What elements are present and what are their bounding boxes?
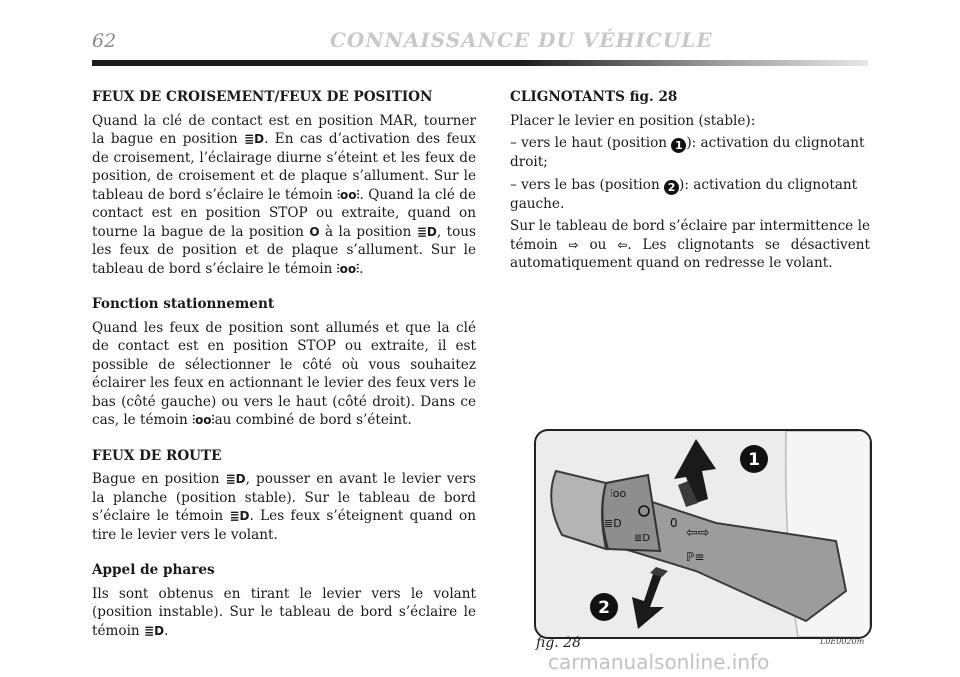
- heading-main-beam: FEUX DE ROUTE: [92, 447, 222, 464]
- text: ou: [578, 236, 618, 253]
- heading-parking: Fonction stationnement: [92, 296, 275, 312]
- paragraph-main-beam: [92, 470, 476, 544]
- text: ): activation du clignotant gauche.: [510, 176, 858, 212]
- text: ): activation du clignotant droit;: [510, 135, 865, 170]
- left-arrow-icon: ⇦: [617, 237, 628, 252]
- paragraph-flash: [92, 585, 476, 641]
- dipped-beam-icon: ≣D: [416, 224, 437, 239]
- line-down: [510, 176, 870, 214]
- text: – vers le bas (position: [510, 176, 665, 193]
- page-number: 62: [92, 30, 117, 52]
- ring-mark-label: 0: [670, 516, 678, 530]
- paragraph-parking: [92, 319, 476, 430]
- text: Quand les feux de position sont allumés et que la clé de contact est en position STOP ou extraite, il est possible de sélectionner le côté où vous souhaitez éclairer les feux en actionnant le levier des feux vers le bas (côté gauche) ou vers le haut (côté droit). Dans ce cas, le témoin: [92, 319, 476, 428]
- figure-caption: fig. 28: [536, 635, 582, 651]
- text: Ils sont obtenus en tirant le levier vers le volant (position instable). Sur le tableau de bord s’éclaire le témoin: [92, 585, 476, 639]
- callout-1-label: 1: [748, 450, 760, 470]
- text: Bague en position: [92, 471, 226, 487]
- text: . Les feux s’éteignent quand on tire le levier vers le volant.: [92, 508, 476, 543]
- main-beam-icon: ≣D: [229, 509, 250, 523]
- flash-symbol-icon: ℙ≡: [686, 550, 705, 564]
- heading-dipped-beam: FEUX DE CROISEMENT/FEUX DE POSITION: [92, 89, 433, 105]
- header-rule: [92, 60, 868, 66]
- left-column: [92, 88, 476, 640]
- paragraph-indicator-warning: [510, 217, 870, 273]
- dipped-beam-icon: ≣D: [244, 132, 265, 146]
- text: . Quand la clé de contact est en position STOP ou extraite, quand on tourne la bague de la position: [92, 186, 476, 240]
- sidelight-symbol-icon: ⫶oo: [610, 487, 627, 500]
- text: , tous les feux de position et de plaque s’allument. Sur le tableau de bord s’éclaire le témoin: [92, 223, 476, 277]
- heading-flash: Appel de phares: [92, 562, 215, 578]
- text: à la position: [319, 223, 417, 240]
- watermark: carmanualsonline.info: [548, 650, 770, 674]
- right-column: [510, 88, 870, 273]
- text: – vers le haut (position: [510, 135, 672, 151]
- text: . Les clignotants se désactivent automatiquement quand on redresse le volant.: [510, 236, 870, 271]
- figure-lever-illustration: [534, 429, 872, 639]
- main-beam-icon: ≣D: [144, 623, 165, 638]
- beam-symbol-icon: ≣D: [634, 533, 651, 544]
- lever-tip: [551, 471, 606, 549]
- text: .: [359, 260, 364, 277]
- callout-2-label: 2: [598, 598, 610, 618]
- callout-badge-2: 2: [664, 180, 679, 195]
- figure-code: L0E0020m: [820, 637, 865, 646]
- sidelight-icon: ⫶oo⫶: [337, 187, 360, 202]
- dipped-symbol-icon: ≣D: [604, 517, 622, 530]
- heading-indicators: CLIGNOTANTS fig. 28: [510, 89, 678, 105]
- text: Sur le tableau de bord s’éclaire par intermittence le témoin: [510, 218, 870, 253]
- section-title: CONNAISSANCE DU VÉHICULE: [330, 28, 713, 52]
- callout-badge-1: 1: [671, 138, 686, 153]
- paragraph-dipped-beam: [92, 112, 476, 279]
- line-lever-position: Placer le levier en position (stable):: [510, 112, 756, 129]
- off-position-icon: O: [309, 224, 320, 239]
- text: Quand la clé de contact est en position MAR, tourner la bague en position: [92, 112, 476, 147]
- text: . En cas d’activation des feux de croisement, l’éclairage diurne s’éteint et les feux de position, de croisement et de plaque s’allument. Sur le tableau de bord s’éclaire le témoin: [92, 131, 476, 203]
- dipped-beam-icon: ≣D: [225, 472, 246, 486]
- arrow-down-icon: [632, 567, 668, 629]
- text: , pousser en avant le levier vers la planche (position stable). Sur le tableau de bord s’éclaire le témoin: [92, 471, 476, 524]
- sidelight-icon: ⫶oo⫶: [336, 261, 360, 276]
- lever-illustration: [536, 431, 870, 637]
- arrow-up-icon: [674, 439, 716, 507]
- right-arrow-icon: ⇨: [568, 237, 579, 252]
- indicator-arrows-icon: ⇦⇨: [686, 525, 710, 541]
- text: au combiné de bord s’éteint.: [214, 412, 412, 428]
- sidelight-icon: ⫶oo⫶: [192, 413, 215, 427]
- line-up: [510, 134, 870, 172]
- text: .: [164, 622, 169, 639]
